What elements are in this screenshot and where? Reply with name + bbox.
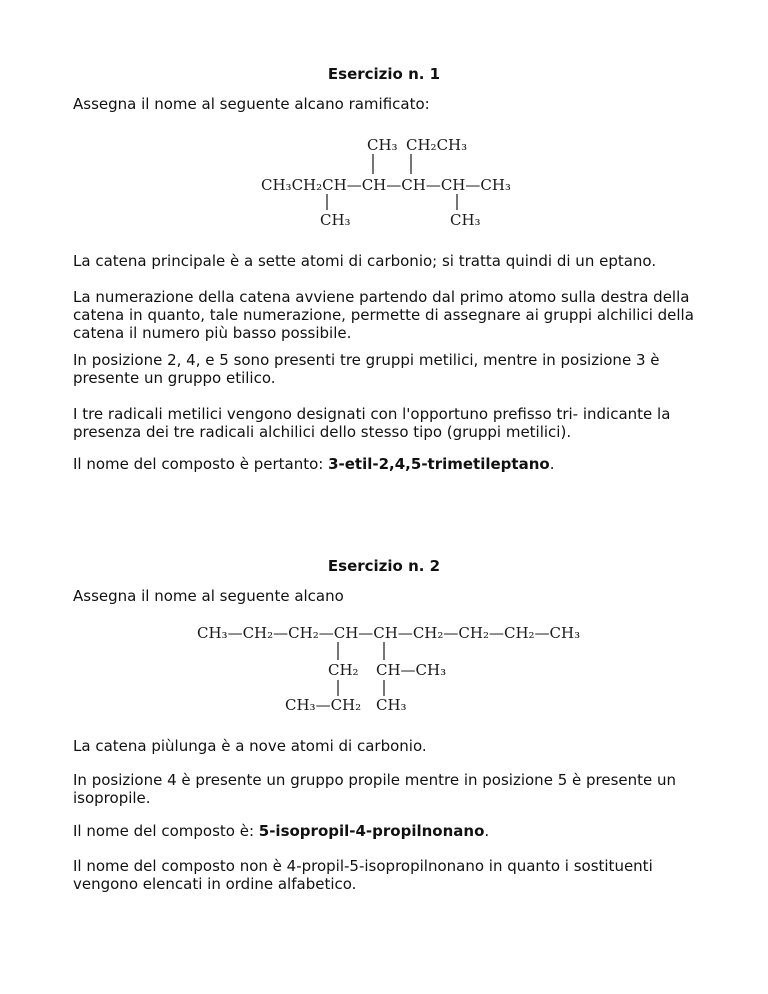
exercise-2-intro: Assegna il nome al seguente alcano xyxy=(73,587,344,605)
conclusion-prefix: Il nome del composto è: xyxy=(73,822,259,840)
exercise-2-structural-formula xyxy=(195,620,615,720)
exercise-2-paragraph-1: La catena piùlunga è a nove atomi di carbonio. xyxy=(73,737,427,755)
exercise-2-paragraph-4: Il nome del composto non è 4-propil-5-isopropilnonano in quanto i sostituenti vengono elencati in ordine alfabetico. xyxy=(73,857,653,893)
exercise-1-title: Esercizio n. 1 xyxy=(327,65,441,83)
conclusion-suffix: . xyxy=(484,822,490,840)
formula-1-top-ch3: CH₃ xyxy=(367,136,398,154)
exercise-2-conclusion xyxy=(73,822,713,840)
conclusion-prefix: Il nome del composto è pertanto: xyxy=(73,455,329,473)
exercise-1-structural-formula xyxy=(255,132,555,232)
conclusion-suffix: . xyxy=(549,455,555,473)
exercise-1-paragraph-1: La catena principale è a sette atomi di carbonio; si tratta quindi di un eptano. xyxy=(73,252,657,270)
formula-2-main-chain: CH₃—CH₂—CH₂—CH—CH—CH₂—CH₂—CH₂—CH₃ xyxy=(197,624,581,642)
exercise-1-conclusion xyxy=(73,455,713,473)
formula-2-bottom-ethyl: CH₃—CH₂ xyxy=(285,696,362,714)
formula-2-bottom-ch3: CH₃ xyxy=(376,696,407,714)
formula-1-main-chain: CH₃CH₂CH—CH—CH—CH—CH₃ xyxy=(261,176,511,194)
compound-name-2: 5-isopropil-4-propilnonano xyxy=(258,822,485,840)
exercise-1-paragraph-2: La numerazione della catena avviene partendo dal primo atomo sulla destra della catena in quanto, tale numerazione, permette di assegnare ai gruppi alchilici della catena il numero più basso possibile. xyxy=(73,288,694,342)
exercise-2-paragraph-2: In posizione 4 è presente un gruppo propile mentre in posizione 5 è presente un isopropile. xyxy=(73,771,677,807)
exercise-1-paragraph-3: In posizione 2, 4, e 5 sono presenti tre gruppi metilici, mentre in posizione 3 è presente un gruppo etilico. xyxy=(73,351,660,387)
formula-2-mid-ch-ch3: CH—CH₃ xyxy=(376,661,447,679)
formula-1-bottom-ch3-left: CH₃ xyxy=(320,211,351,229)
formula-1-bottom-ch3-right: CH₃ xyxy=(450,211,481,229)
exercise-1-intro: Assegna il nome al seguente alcano ramificato: xyxy=(73,95,430,113)
formula-1-top-ethyl: CH₂CH₃ xyxy=(406,136,468,154)
exercise-2-title: Esercizio n. 2 xyxy=(327,557,441,575)
compound-name-1: 3-etil-2,4,5-trimetileptano xyxy=(328,455,550,473)
formula-2-mid-ch2: CH₂ xyxy=(328,661,359,679)
exercise-1-paragraph-4: I tre radicali metilici vengono designati con l'opportuno prefisso tri- indicante la presenza dei tre radicali alchilici dello stesso tipo (gruppi metilici). xyxy=(73,405,671,441)
